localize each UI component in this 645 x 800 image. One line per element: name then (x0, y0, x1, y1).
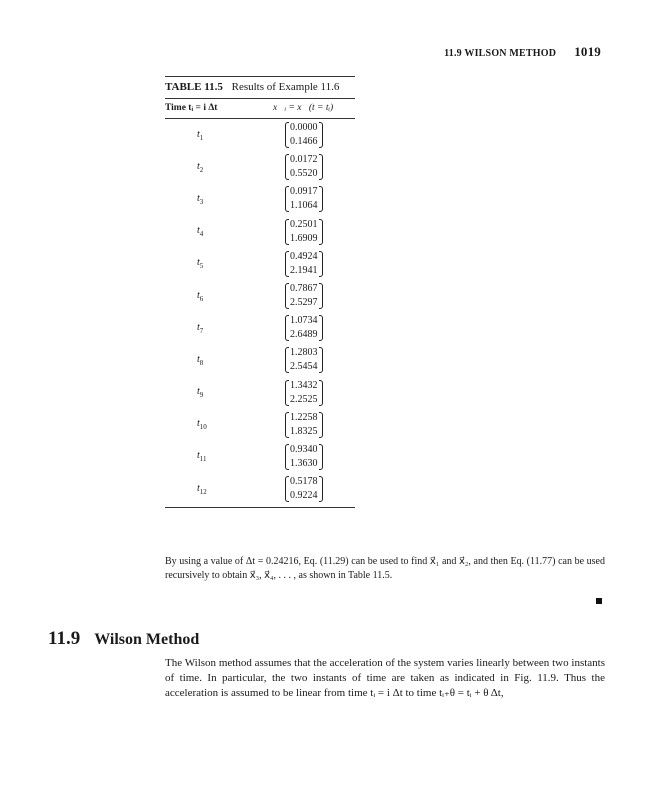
vector-component-2: 0.5520 (290, 168, 318, 180)
vector-cell (255, 443, 355, 471)
time-symbol: t (197, 482, 200, 494)
time-subscript: 6 (199, 294, 204, 303)
vector-cell (255, 475, 355, 503)
vector-component-1: 0.2501 (290, 218, 318, 230)
table-caption (165, 77, 355, 98)
time-cell (165, 129, 255, 142)
time-symbol: t (197, 386, 200, 398)
vector-component-1: 1.0734 (290, 315, 318, 327)
section-title: Wilson Method (94, 631, 200, 648)
time-subscript: 11 (199, 455, 207, 464)
section-number: 11.9 (48, 628, 81, 649)
displacement-vector (285, 443, 323, 471)
displacement-vector (285, 314, 323, 342)
time-subscript: 8 (199, 358, 204, 367)
results-table (165, 76, 355, 508)
vector-component-2: 1.3630 (290, 457, 318, 469)
table-body (165, 119, 355, 505)
time-symbol: t (197, 450, 200, 462)
vector-cell (255, 250, 355, 278)
vector-component-1: 1.2258 (290, 411, 318, 423)
displacement-vector (285, 121, 323, 149)
time-cell (165, 386, 255, 399)
table-caption-text: Results of Example 11.6 (231, 81, 340, 93)
table-row (165, 409, 355, 441)
result-paragraph: By using a value of Δt = 0.24216, Eq. (11.29) can be used to find x⃗₁ and x⃗₂, and then Eq. (11.77) can be used recursively to obtain x⃗₃, x⃗₄, . . . , as shown in Table 11.5. (165, 556, 605, 581)
table-row (165, 344, 355, 376)
vector-component-2: 2.1941 (290, 264, 318, 276)
time-cell (165, 257, 255, 270)
time-cell (165, 193, 255, 206)
table-bottom-rule (165, 507, 355, 508)
end-of-example-mark (596, 598, 602, 604)
vector-component-2: 0.1466 (290, 136, 318, 148)
time-cell (165, 225, 255, 238)
col-vector-header: x⃗ᵢ = x⃗(t = tᵢ) (273, 103, 334, 113)
running-head (444, 44, 601, 60)
displacement-vector (285, 346, 323, 374)
displacement-vector (285, 218, 323, 246)
displacement-vector (285, 411, 323, 439)
table-row (165, 441, 355, 473)
vector-cell (255, 346, 355, 374)
time-symbol: t (197, 321, 200, 333)
time-subscript: 9 (199, 391, 204, 400)
col-time-header: Time tᵢ = i Δt (165, 103, 218, 113)
table-caption-label: TABLE 11.5 (165, 81, 223, 93)
vector-component-1: 0.0917 (290, 186, 318, 198)
time-subscript: 1 (199, 133, 204, 142)
time-cell (165, 354, 255, 367)
vector-cell (255, 121, 355, 149)
time-subscript: 12 (199, 487, 207, 496)
vector-cell (255, 379, 355, 407)
vector-component-1: 1.2803 (290, 347, 318, 359)
time-subscript: 4 (199, 230, 204, 239)
page-number: 1019 (574, 44, 601, 59)
table-row (165, 248, 355, 280)
time-cell (165, 483, 255, 496)
section-body-paragraph: The Wilson method assumes that the acceleration of the system varies linearly between two instants of time. In particular, the two instants of time are taken as indicated in Fig. 11.9. Thus the acceleration is assumed to be linear from time tᵢ = i Δt to time tᵢ₊θ = tᵢ + θ Δt, (165, 657, 605, 699)
vector-component-1: 0.0000 (290, 122, 318, 134)
vector-component-1: 1.3432 (290, 379, 318, 391)
displacement-vector (285, 185, 323, 213)
displacement-vector (285, 475, 323, 503)
time-symbol: t (197, 192, 200, 204)
vector-component-1: 0.7867 (290, 283, 318, 295)
section-heading (48, 628, 199, 650)
displacement-vector (285, 250, 323, 278)
time-cell (165, 418, 255, 431)
displacement-vector (285, 153, 323, 181)
running-head-section: 11.9 WILSON METHOD (444, 48, 557, 59)
displacement-vector (285, 282, 323, 310)
time-symbol: t (197, 353, 200, 365)
time-subscript: 7 (199, 326, 204, 335)
time-cell (165, 290, 255, 303)
table-row (165, 183, 355, 215)
displacement-vector (285, 379, 323, 407)
vector-component-1: 0.5178 (290, 476, 318, 488)
vector-cell (255, 218, 355, 246)
time-subscript: 2 (199, 165, 204, 174)
table-row (165, 312, 355, 344)
time-subscript: 3 (199, 197, 204, 206)
vector-component-1: 0.4924 (290, 250, 318, 262)
vector-component-2: 2.2525 (290, 393, 318, 405)
vector-component-2: 2.6489 (290, 329, 318, 341)
time-cell (165, 450, 255, 463)
table-row (165, 151, 355, 183)
vector-component-2: 2.5297 (290, 297, 318, 309)
vector-component-2: 1.1064 (290, 200, 318, 212)
time-symbol: t (197, 128, 200, 140)
vector-cell (255, 314, 355, 342)
vector-component-2: 0.9224 (290, 490, 318, 502)
time-symbol: t (197, 418, 200, 430)
table-row (165, 377, 355, 409)
time-symbol: t (197, 257, 200, 269)
vector-component-2: 1.8325 (290, 425, 318, 437)
table-row (165, 280, 355, 312)
time-symbol: t (197, 160, 200, 172)
vector-cell (255, 282, 355, 310)
vector-component-2: 1.6909 (290, 232, 318, 244)
time-symbol: t (197, 289, 200, 301)
time-symbol: t (197, 225, 200, 237)
vector-component-1: 0.0172 (290, 154, 318, 166)
time-subscript: 10 (199, 423, 207, 432)
vector-cell (255, 153, 355, 181)
time-cell (165, 322, 255, 335)
table-row (165, 473, 355, 505)
vector-component-2: 2.5454 (290, 361, 318, 373)
vector-component-1: 0.9340 (290, 443, 318, 455)
table-row (165, 119, 355, 151)
vector-cell (255, 185, 355, 213)
table-row (165, 216, 355, 248)
table-header-row (165, 99, 355, 118)
vector-cell (255, 411, 355, 439)
time-cell (165, 161, 255, 174)
time-subscript: 5 (199, 262, 204, 271)
